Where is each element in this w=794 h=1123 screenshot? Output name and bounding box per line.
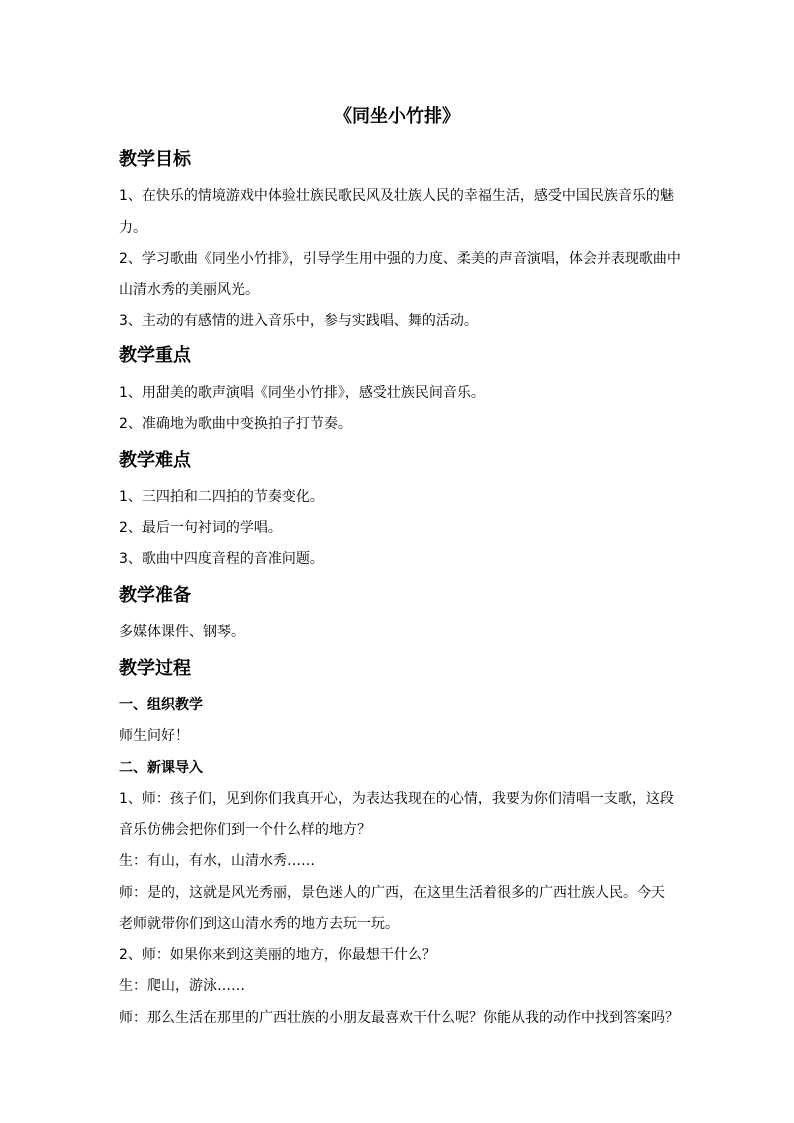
difficulties-line: 3、歌曲中四度音程的音准问题。 — [119, 551, 324, 567]
keypoints-line: 2、准确地为歌曲中变换拍子打节奏。 — [119, 416, 352, 432]
process-line: 生：有山，有水，山清水秀…… — [119, 853, 315, 869]
goals-line: 2、学习歌曲《同坐小竹排》，引导学生用中强的力度、柔美的声音演唱，体会并表现歌曲中 — [119, 251, 681, 267]
document-title: 《同坐小竹排》 — [334, 106, 460, 127]
goals-line: 1、在快乐的情境游戏中体验壮族民歌民风及壮族人民的幸福生活，感受中国民族音乐的魅 — [119, 188, 674, 204]
process-line: 老师就带你们到这山清水秀的地方去玩一玩。 — [119, 916, 399, 932]
heading-process: 教学过程 — [119, 658, 191, 679]
difficulties-line: 2、最后一句衬词的学唱。 — [119, 520, 282, 536]
heading-key-points: 教学重点 — [119, 345, 191, 366]
subheading-organize: 一、组织教学 — [119, 697, 203, 713]
subheading-introduction: 二、新课导入 — [119, 760, 203, 776]
goals-line: 力。 — [119, 220, 147, 236]
keypoints-line: 1、用甜美的歌声演唱《同坐小竹排》，感受壮族民间音乐。 — [119, 385, 485, 401]
heading-teaching-goals: 教学目标 — [119, 149, 191, 170]
goals-line: 山清水秀的美丽风光。 — [119, 282, 259, 298]
heading-difficulties: 教学难点 — [119, 450, 191, 471]
preparation-line: 多媒体课件、钢琴。 — [119, 624, 245, 640]
process-line: 2、师：如果你来到这美丽的地方，你最想干什么？ — [119, 947, 436, 963]
process-line: 生：爬山，游泳…… — [119, 978, 245, 994]
goals-line: 3、主动的有感情的进入音乐中，参与实践唱、舞的活动。 — [119, 313, 478, 329]
process-line: 音乐仿佛会把你们到一个什么样的地方？ — [119, 822, 371, 838]
process-line: 师生问好！ — [119, 728, 189, 744]
difficulties-line: 1、三四拍和二四拍的节奏变化。 — [119, 489, 324, 505]
process-line: 1、师：孩子们，见到你们我真开心，为表达我现在的心情，我要为你们清唱一支歌，这段 — [119, 791, 674, 807]
process-line: 师：是的，这就是风光秀丽，景色迷人的广西，在这里生活着很多的广西壮族人民。今天 — [119, 885, 665, 901]
heading-preparation: 教学准备 — [119, 585, 191, 606]
process-line: 师：那么生活在那里的广西壮族的小朋友最喜欢干什么呢？你能从我的动作中找到答案吗？ — [119, 1010, 679, 1026]
